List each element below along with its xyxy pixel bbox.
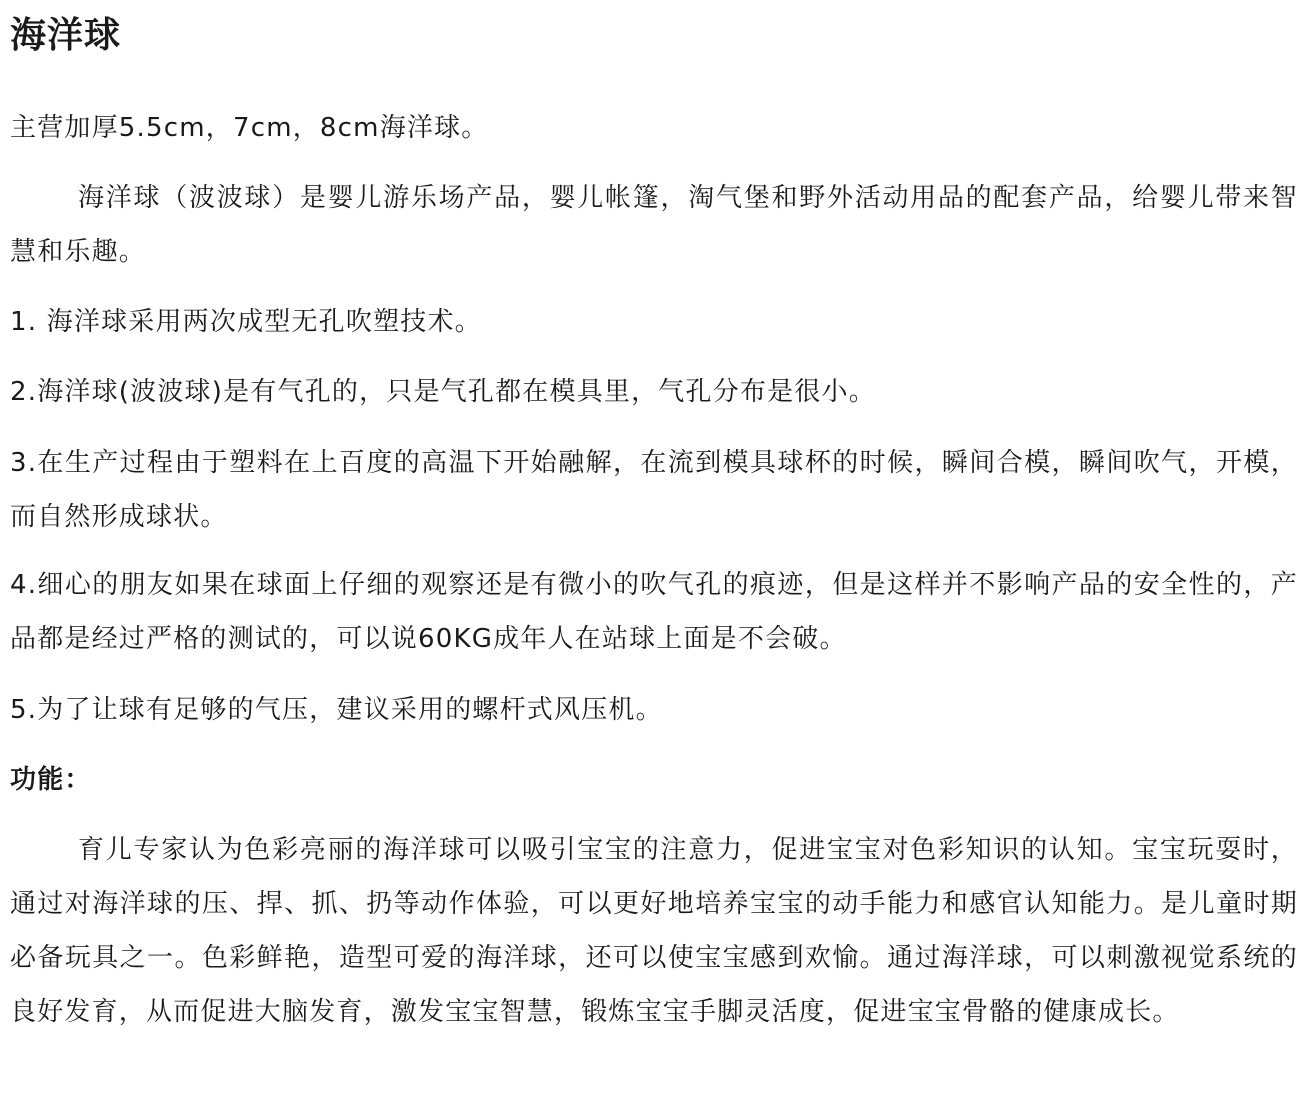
function-paragraph: 育儿专家认为色彩亮丽的海洋球可以吸引宝宝的注意力，促进宝宝对色彩知识的认知。宝宝玩耍时，通过对海洋球的压、捍、抓、扔等动作体验，可以更好地培养宝宝的动手能力和感官认知能力。是儿童时期必备玩具之一。色彩鲜艳，造型可爱的海洋球，还可以使宝宝感到欢愉。通过海洋球，可以刺激视觉系统的良好发育，从而促进大脑发育，激发宝宝智慧，锻炼宝宝手脚灵活度，促进宝宝骨骼的健康成长。 [10, 835, 1298, 1027]
point-4: 4.细心的朋友如果在球面上仔细的观察还是有微小的吹气孔的痕迹，但是这样并不影响产品的安全性的，产品都是经过严格的测试的，可以说60KG成年人在站球上面是不会破。 [10, 570, 1298, 654]
function-heading: 功能： [10, 765, 92, 795]
description-paragraph: 海洋球（波波球）是婴儿游乐场产品，婴儿帐篷，淘气堡和野外活动用品的配套产品，给婴儿带来智慧和乐趣。 [10, 183, 1298, 267]
article-title: 海洋球 [10, 15, 122, 56]
point-3: 3.在生产过程由于塑料在上百度的高温下开始融解，在流到模具球杯的时候，瞬间合模，瞬间吹气，开模，而自然形成球状。 [10, 448, 1298, 532]
intro-paragraph: 主营加厚5.5cm，7cm，8cm海洋球。 [10, 113, 489, 143]
point-1: 1. 海洋球采用两次成型无孔吹塑技术。 [10, 307, 482, 337]
point-5: 5.为了让球有足够的气压，建议采用的螺杆式风压机。 [10, 695, 663, 725]
point-2: 2.海洋球(波波球)是有气孔的，只是气孔都在模具里，气孔分布是很小。 [10, 377, 876, 407]
